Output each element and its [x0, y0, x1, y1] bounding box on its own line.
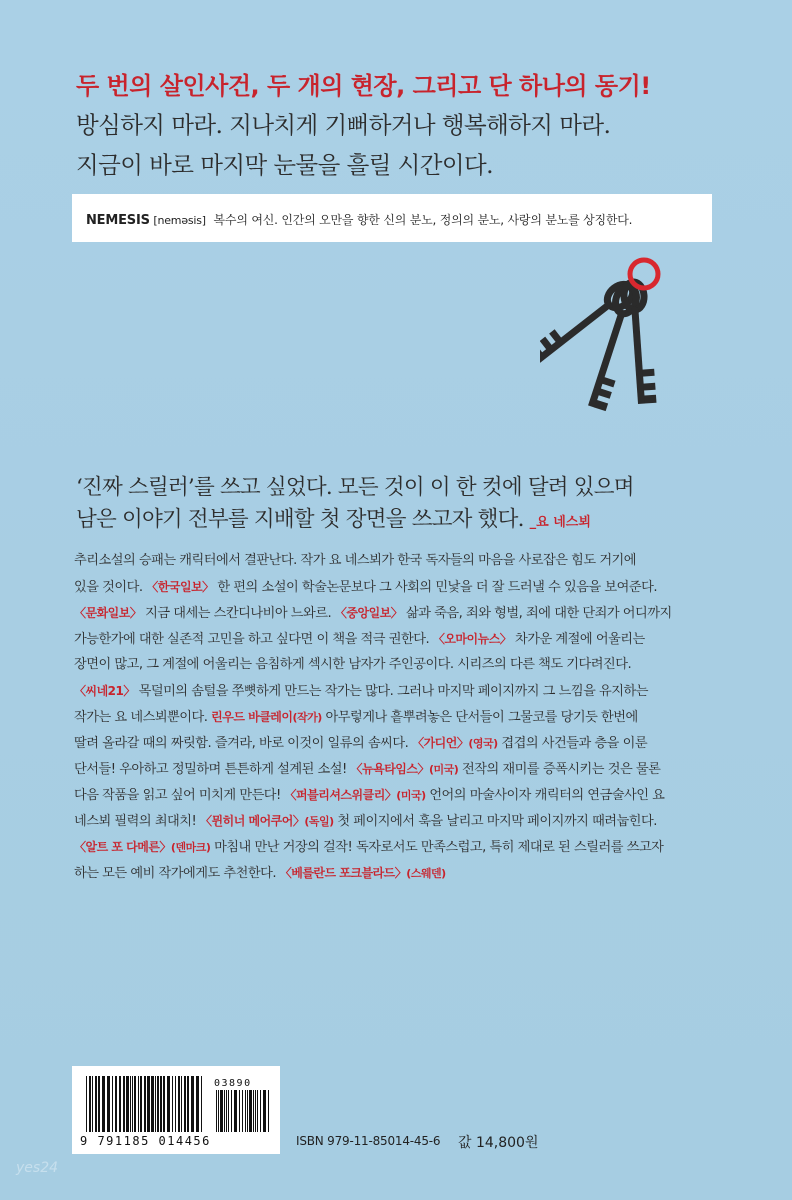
review-text: 전작의 재미를 증폭시키는 것은 물론: [462, 762, 661, 777]
barcode-bar: [191, 1076, 194, 1132]
barcode-bar: [247, 1090, 248, 1132]
barcode-bar: [134, 1076, 136, 1132]
review-text: 언어의 마술사이자 캐릭터의 연금술사인 요: [429, 788, 665, 803]
barcode-bar: [187, 1076, 189, 1132]
barcode-bar: [231, 1090, 232, 1132]
barcode-bar: [260, 1090, 261, 1132]
barcode-bar: [216, 1090, 217, 1132]
review-line: [74, 834, 746, 860]
barcode-bar: [175, 1076, 176, 1132]
review-source-note: (독일): [304, 815, 334, 828]
review-text: 첫 페이지에서 훅을 날리고 마지막 페이지까지 때려눕힌다.: [337, 814, 657, 829]
red-ring: [630, 260, 658, 288]
review-text: 작가는 요 네스뵈뿐이다.: [74, 710, 208, 725]
review-source: [412, 736, 498, 750]
barcode-bar: [138, 1076, 139, 1132]
review-text: 하는 모든 예비 작가에게도 추천한다.: [74, 866, 277, 881]
review-source-name: 〈알트 포 다메른〉: [74, 840, 171, 854]
review-text: 차가운 계절에 어울리는: [515, 632, 645, 647]
barcode-bar: [178, 1076, 180, 1132]
price: 값 14,800원: [458, 1135, 539, 1151]
barcode-bar: [144, 1076, 146, 1132]
barcode-bar: [201, 1076, 202, 1132]
review-text: 목덜미의 솜털을 쭈뼛하게 만드는 작가는 많다. 그러나 마지막 페이지까지 그 느낌을 유지하는: [138, 684, 648, 699]
review-line: [74, 782, 746, 808]
author-quote-line-2-text: 남은 이야기 전부를 지배할 첫 장면을 쓰고자 했다.: [76, 507, 524, 532]
review-text: 겹겹의 사건들과 층을 이룬: [501, 736, 648, 751]
barcode-bar: [102, 1076, 105, 1132]
review-source-note: (미국): [429, 763, 459, 776]
author-quote-line-1: ‘진짜 스릴러’를 쓰고 싶었다. 모든 것이 이 한 컷에 달려 있으며: [76, 475, 634, 500]
barcode-bar: [184, 1076, 186, 1132]
barcode-bar: [257, 1090, 258, 1132]
barcode-bar: [196, 1076, 199, 1132]
review-source: 〈문화일보〉: [74, 606, 142, 620]
review-source: 〈씨네21〉: [74, 684, 135, 698]
review-text: 마침내 만난 거장의 걸작! 독자로서도 만족스럽고, 특히 제대로 된 스릴러를 쓰고자: [214, 840, 664, 855]
barcode-bar: [107, 1076, 110, 1132]
subhead-line-1: 방심하지 마라. 지나치게 기뻐하거나 행복해하지 마라.: [76, 111, 611, 139]
review-source-note: (미국): [396, 789, 426, 802]
review-source: 〈중앙일보〉: [334, 606, 403, 620]
review-line: [74, 730, 746, 756]
review-text: 가능한가에 대한 실존적 고민을 하고 싶다면 이 책을 적극 권한다.: [74, 632, 430, 647]
barcode-bar: [130, 1076, 131, 1132]
review-line: [74, 808, 746, 834]
barcode: [72, 1066, 280, 1154]
barcode-digits: 9 791185 014456: [80, 1134, 211, 1148]
review-line: [74, 574, 746, 600]
keys-on-red-ring-icon: [540, 248, 680, 428]
barcode-bar: [263, 1090, 266, 1132]
review-text: 다음 작품을 읽고 싶어 미치게 만든다!: [74, 788, 281, 803]
review-text: 딸려 올라갈 때의 짜릿함. 즐겨라, 바로 이것이 일류의 솜씨다.: [74, 736, 409, 751]
isbn: ISBN 979-11-85014-45-6: [296, 1134, 441, 1148]
key-cluster: [540, 276, 656, 411]
review-line: [74, 600, 746, 626]
barcode-bar: [163, 1076, 165, 1132]
barcode-bar: [115, 1076, 117, 1132]
barcode-bar: [181, 1076, 182, 1132]
barcode-bar: [242, 1090, 243, 1132]
barcode-bar: [132, 1076, 133, 1132]
barcode-addon-digits: 03890: [214, 1078, 252, 1089]
review-source-note: (작가): [292, 711, 322, 724]
definition-text: [86, 211, 632, 228]
barcode-bar: [95, 1076, 97, 1132]
barcode-bar: [119, 1076, 121, 1132]
barcode-bar: [112, 1076, 113, 1132]
review-source-name: 〈뉴욕타임스〉: [350, 762, 429, 776]
watermark: yes24: [16, 1160, 59, 1176]
barcode-bar: [249, 1090, 252, 1132]
barcode-bar: [218, 1090, 219, 1132]
quote-author: _요 네스뵈: [529, 515, 591, 530]
barcode-bar: [255, 1090, 256, 1132]
review-source-note: (스웨덴): [406, 867, 446, 880]
definition-body: 복수의 여신. 인간의 오만을 향한 신의 분노, 정의의 분노, 사랑의 분노를 상징한다.: [213, 213, 633, 227]
review-text: 있을 것이다.: [74, 580, 143, 595]
barcode-bar: [220, 1090, 223, 1132]
barcode-bar: [89, 1076, 91, 1132]
review-source-note: (덴마크): [170, 841, 211, 854]
review-source-name: 〈뮌히너 메어쿠어〉: [200, 814, 305, 828]
review-text: 장면이 많고, 그 계절에 어울리는 음침하게 섹시한 남자가 주인공이다. 시리즈의 다른 책도 기다려진다.: [74, 657, 632, 672]
review-line: [74, 548, 746, 574]
author-quote-line-2: [76, 502, 766, 533]
barcode-bar: [167, 1076, 170, 1132]
barcode-bar: [253, 1090, 254, 1132]
barcode-bar: [123, 1076, 125, 1132]
barcode-bar: [239, 1090, 240, 1132]
barcode-bar: [126, 1076, 129, 1132]
barcode-bar: [172, 1076, 173, 1132]
barcode-bar: [151, 1076, 154, 1132]
review-text: 삶과 죽음, 죄와 형벌, 죄에 대한 단죄가 어디까지: [405, 606, 672, 621]
review-source: [211, 710, 322, 724]
review-source: [351, 762, 459, 776]
review-text: 아무렇게나 흩뿌려놓은 단서들이 그물코를 당기듯 한번에: [325, 710, 638, 725]
barcode-bar: [86, 1076, 87, 1132]
barcode-bar: [92, 1076, 93, 1132]
barcode-bar: [268, 1090, 269, 1132]
barcode-bar: [234, 1090, 237, 1132]
review-text: 지금 대세는 스칸디나비아 느와르.: [145, 606, 332, 621]
review-source: [200, 814, 334, 828]
barcode-bar: [245, 1090, 246, 1132]
definition-box: [72, 194, 712, 242]
review-line: [74, 756, 746, 782]
review-text: 네스뵈 필력의 최대치!: [74, 814, 197, 829]
definition-pronunciation: [neməsis]: [153, 214, 206, 227]
review-line: [74, 678, 746, 704]
barcode-bar: [155, 1076, 156, 1132]
barcode-bar: [140, 1076, 142, 1132]
review-text: 한 편의 소설이 학술논문보다 그 사회의 민낯을 더 잘 드러낼 수 있음을 보여준다.: [217, 580, 658, 595]
review-line: [74, 626, 746, 652]
barcode-bar: [228, 1090, 229, 1132]
barcode-bar: [224, 1090, 225, 1132]
review-source-name: 린우드 바클레이: [211, 710, 293, 724]
review-line: [74, 860, 746, 886]
barcode-bar: [226, 1090, 227, 1132]
review-source-note: (영국): [468, 737, 498, 750]
review-source: [280, 866, 446, 880]
barcode-bar: [160, 1076, 162, 1132]
barcode-bar: [98, 1076, 100, 1132]
review-line: [74, 704, 746, 730]
review-source: 〈한국일보〉: [146, 580, 214, 594]
review-blurbs: [74, 548, 746, 886]
barcode-bar: [147, 1076, 150, 1132]
review-text: 추리소설의 승패는 캐릭터에서 결판난다. 작가 요 네스뵈가 한국 독자들의 마음을 사로잡은 힘도 거기에: [74, 553, 637, 568]
subhead-line-2: 지금이 바로 마지막 눈물을 흘릴 시간이다.: [76, 151, 493, 179]
review-source: 〈오마이뉴스〉: [432, 632, 512, 646]
review-line: [74, 652, 746, 678]
review-source-name: 〈베를란드 포크블라드〉: [279, 866, 407, 880]
review-source: [285, 788, 426, 802]
review-text: 단서들! 우아하고 정밀하며 튼튼하게 설계된 소설!: [74, 762, 347, 777]
headline: 두 번의 살인사건, 두 개의 현장, 그리고 단 하나의 동기!: [76, 72, 651, 100]
review-source-name: 〈퍼블리셔스위클리〉: [284, 788, 397, 802]
review-source-name: 〈가디언〉: [412, 736, 469, 750]
definition-term: NEMESIS: [86, 213, 150, 228]
review-source: [74, 840, 210, 854]
barcode-bar: [157, 1076, 159, 1132]
